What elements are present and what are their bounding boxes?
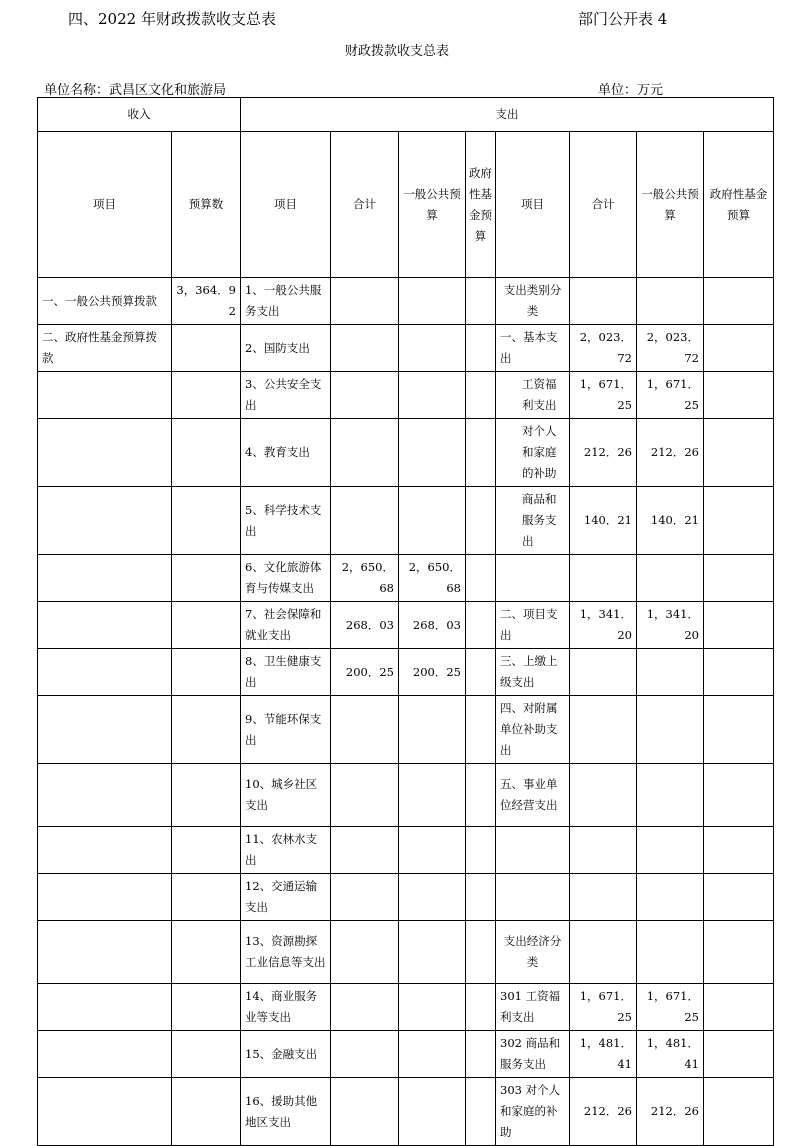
- unit-label: 单位：万元: [598, 83, 664, 98]
- cell-class-total: [570, 696, 637, 764]
- document-title: 财政拨款收支总表: [344, 44, 449, 59]
- cell-expense-gov-fund: [466, 696, 496, 764]
- cell-expense-item: 3、公共安全支出: [241, 372, 331, 419]
- cell-class-total: 212．26: [570, 419, 637, 487]
- cell-class-item: 商品和服务支出: [496, 487, 570, 555]
- cell-expense-total: 268．03: [331, 602, 399, 649]
- cell-expense-total: [331, 764, 399, 827]
- cell-income-budget: [172, 764, 241, 827]
- cell-class-gov-fund: [704, 325, 774, 372]
- table-row: [38, 419, 774, 487]
- cell-income-item: [38, 487, 172, 555]
- budget-table: [37, 97, 774, 1146]
- cell-expense-gov-fund: [466, 1031, 496, 1078]
- cell-class-gov-fund: [704, 487, 774, 555]
- table-row: [38, 874, 774, 921]
- cell-income-budget: [172, 372, 241, 419]
- cell-class-item: 二、项目支出: [496, 602, 570, 649]
- cell-class-total: [570, 555, 637, 602]
- cell-expense-total: [331, 1031, 399, 1078]
- cell-income-item: [38, 419, 172, 487]
- cell-income-budget: [172, 487, 241, 555]
- cell-class-gov-fund: [704, 874, 774, 921]
- table-row: [38, 921, 774, 984]
- cell-income-item: [38, 921, 172, 984]
- cell-income-budget: [172, 649, 241, 696]
- table-row: [38, 325, 774, 372]
- cell-expense-item: 15、金融支出: [241, 1031, 331, 1078]
- cell-expense-item: 1、一般公共服务支出: [241, 278, 331, 325]
- cell-class-gov-fund: [704, 921, 774, 984]
- cell-class-general: [637, 649, 704, 696]
- cell-class-gov-fund: [704, 602, 774, 649]
- cell-expense-item: 7、社会保障和就业支出: [241, 602, 331, 649]
- cell-expense-gov-fund: [466, 649, 496, 696]
- table-row: [38, 1031, 774, 1078]
- cell-class-general: 212．26: [637, 419, 704, 487]
- cell-expense-gov-fund: [466, 419, 496, 487]
- unit-name: 单位名称：武昌区文化和旅游局: [44, 83, 227, 98]
- table-row: [38, 764, 774, 827]
- cell-class-total: 1，341．20: [570, 602, 637, 649]
- cell-expense-gov-fund: [466, 874, 496, 921]
- cell-class-gov-fund: [704, 278, 774, 325]
- cell-expense-general: 268．03: [399, 602, 466, 649]
- cell-expense-general: [399, 487, 466, 555]
- header-right-title: 部门公开表 4: [578, 10, 668, 28]
- cell-expense-total: [331, 696, 399, 764]
- cell-income-item: 一、一般公共预算拨款: [38, 278, 172, 325]
- table-row: [38, 555, 774, 602]
- cell-expense-item: 13、资源勘探工业信息等支出: [241, 921, 331, 984]
- cell-income-budget: [172, 555, 241, 602]
- cell-income-item: [38, 1078, 172, 1146]
- col-header-total: 合计: [331, 132, 399, 278]
- cell-class-total: 1，481．41: [570, 1031, 637, 1078]
- cell-expense-total: [331, 921, 399, 984]
- cell-class-general: [637, 278, 704, 325]
- cell-class-gov-fund: [704, 696, 774, 764]
- col-header-budget: 预算数: [172, 132, 241, 278]
- cell-income-budget: [172, 1031, 241, 1078]
- cell-income-item: 二、政府性基金预算拨款: [38, 325, 172, 372]
- cell-expense-general: [399, 1078, 466, 1146]
- cell-class-general: 2，023．72: [637, 325, 704, 372]
- cell-expense-general: [399, 278, 466, 325]
- cell-class-gov-fund: [704, 419, 774, 487]
- cell-income-budget: [172, 419, 241, 487]
- cell-income-item: [38, 1031, 172, 1078]
- cell-expense-item: 12、交通运输支出: [241, 874, 331, 921]
- cell-class-item: 一、基本支出: [496, 325, 570, 372]
- cell-expense-total: [331, 419, 399, 487]
- table-row: [38, 696, 774, 764]
- cell-income-item: [38, 602, 172, 649]
- cell-expense-item: 6、文化旅游体育与传媒支出: [241, 555, 331, 602]
- table-row: [38, 602, 774, 649]
- cell-class-item: 支出类别分类: [496, 278, 570, 325]
- cell-expense-general: 2，650．68: [399, 555, 466, 602]
- expense-header: 支出: [241, 98, 774, 132]
- cell-income-item: [38, 984, 172, 1031]
- cell-class-item: 301 工资福利支出: [496, 984, 570, 1031]
- cell-expense-general: [399, 921, 466, 984]
- cell-class-total: [570, 921, 637, 984]
- table-row: [38, 372, 774, 419]
- col-header-expense-item: 项目: [241, 132, 331, 278]
- col-header-class-general: 一般公共预算: [637, 132, 704, 278]
- cell-expense-gov-fund: [466, 764, 496, 827]
- cell-class-total: 1，671．25: [570, 372, 637, 419]
- table-row: [38, 649, 774, 696]
- cell-class-general: 1，481．41: [637, 1031, 704, 1078]
- cell-expense-total: [331, 325, 399, 372]
- cell-income-item: [38, 649, 172, 696]
- col-header-class-total: 合计: [570, 132, 637, 278]
- cell-income-budget: [172, 984, 241, 1031]
- cell-class-item: 支出经济分类: [496, 921, 570, 984]
- cell-income-budget: [172, 921, 241, 984]
- col-header-class-item: 项目: [496, 132, 570, 278]
- cell-expense-gov-fund: [466, 487, 496, 555]
- cell-expense-total: [331, 1078, 399, 1146]
- cell-class-gov-fund: [704, 372, 774, 419]
- cell-income-budget: [172, 874, 241, 921]
- cell-expense-total: [331, 278, 399, 325]
- cell-expense-total: [331, 827, 399, 874]
- cell-income-budget: 3，364．92: [172, 278, 241, 325]
- cell-expense-total: [331, 874, 399, 921]
- cell-class-total: [570, 764, 637, 827]
- cell-expense-total: [331, 984, 399, 1031]
- cell-expense-item: 9、节能环保支出: [241, 696, 331, 764]
- cell-class-general: 212．26: [637, 1078, 704, 1146]
- cell-class-general: [637, 696, 704, 764]
- cell-expense-gov-fund: [466, 602, 496, 649]
- cell-class-item: 工资福利支出: [496, 372, 570, 419]
- cell-income-budget: [172, 602, 241, 649]
- cell-expense-general: [399, 984, 466, 1031]
- cell-expense-item: 14、商业服务业等支出: [241, 984, 331, 1031]
- cell-expense-gov-fund: [466, 325, 496, 372]
- cell-class-gov-fund: [704, 984, 774, 1031]
- col-header-class-gov-fund: 政府性基金预算: [704, 132, 774, 278]
- cell-class-gov-fund: [704, 1031, 774, 1078]
- table-row: [38, 278, 774, 325]
- cell-income-budget: [172, 696, 241, 764]
- cell-class-general: 140．21: [637, 487, 704, 555]
- cell-income-item: [38, 696, 172, 764]
- cell-class-total: [570, 278, 637, 325]
- cell-class-total: [570, 649, 637, 696]
- cell-income-budget: [172, 1078, 241, 1146]
- cell-class-total: 212．26: [570, 1078, 637, 1146]
- cell-class-item: 303 对个人和家庭的补助: [496, 1078, 570, 1146]
- col-header-general: 一般公共预算: [399, 132, 466, 278]
- table-row: [38, 487, 774, 555]
- cell-expense-item: 2、国防支出: [241, 325, 331, 372]
- cell-class-general: [637, 874, 704, 921]
- cell-class-total: [570, 874, 637, 921]
- cell-income-item: [38, 827, 172, 874]
- cell-class-item: 三、上缴上级支出: [496, 649, 570, 696]
- cell-class-item: [496, 874, 570, 921]
- cell-expense-general: [399, 419, 466, 487]
- cell-expense-gov-fund: [466, 372, 496, 419]
- cell-expense-gov-fund: [466, 555, 496, 602]
- cell-income-item: [38, 764, 172, 827]
- income-header: 收入: [38, 98, 241, 132]
- cell-income-item: [38, 555, 172, 602]
- cell-class-gov-fund: [704, 1078, 774, 1146]
- cell-expense-gov-fund: [466, 278, 496, 325]
- cell-expense-item: 8、卫生健康支出: [241, 649, 331, 696]
- cell-expense-general: [399, 325, 466, 372]
- cell-class-general: [637, 764, 704, 827]
- cell-expense-gov-fund: [466, 827, 496, 874]
- cell-expense-total: 2，650．68: [331, 555, 399, 602]
- cell-expense-item: 11、农林水支出: [241, 827, 331, 874]
- table-row: [38, 827, 774, 874]
- cell-expense-total: [331, 487, 399, 555]
- cell-class-item: 对个人和家庭的补助: [496, 419, 570, 487]
- cell-class-general: [637, 827, 704, 874]
- cell-expense-general: [399, 696, 466, 764]
- cell-class-item: 302 商品和服务支出: [496, 1031, 570, 1078]
- cell-expense-general: [399, 1031, 466, 1078]
- cell-expense-item: 16、援助其他地区支出: [241, 1078, 331, 1146]
- cell-class-total: 1，671．25: [570, 984, 637, 1031]
- cell-class-general: [637, 555, 704, 602]
- cell-class-general: [637, 921, 704, 984]
- section-header-row: [38, 98, 774, 132]
- cell-expense-general: [399, 874, 466, 921]
- cell-expense-general: [399, 764, 466, 827]
- cell-expense-total: 200．25: [331, 649, 399, 696]
- column-header-row: [38, 132, 774, 278]
- cell-expense-item: 4、教育支出: [241, 419, 331, 487]
- cell-class-total: [570, 827, 637, 874]
- cell-class-item: 五、事业单位经营支出: [496, 764, 570, 827]
- cell-income-item: [38, 874, 172, 921]
- cell-class-general: 1，341．20: [637, 602, 704, 649]
- cell-class-item: 四、对附属单位补助支出: [496, 696, 570, 764]
- cell-expense-item: 5、科学技术支出: [241, 487, 331, 555]
- table-row: [38, 1078, 774, 1146]
- header-left-title: 四、2022 年财政拨款收支总表: [68, 10, 276, 28]
- col-header-income-item: 项目: [38, 132, 172, 278]
- cell-income-budget: [172, 827, 241, 874]
- cell-expense-item: 10、城乡社区支出: [241, 764, 331, 827]
- cell-class-gov-fund: [704, 764, 774, 827]
- col-header-gov-fund: 政府性基金预算: [466, 132, 496, 278]
- cell-expense-general: [399, 372, 466, 419]
- cell-class-total: 2，023．72: [570, 325, 637, 372]
- table-row: [38, 984, 774, 1031]
- cell-class-general: 1，671．25: [637, 372, 704, 419]
- cell-expense-gov-fund: [466, 1078, 496, 1146]
- cell-class-total: 140．21: [570, 487, 637, 555]
- cell-class-gov-fund: [704, 555, 774, 602]
- cell-income-item: [38, 372, 172, 419]
- cell-class-gov-fund: [704, 827, 774, 874]
- cell-class-item: [496, 827, 570, 874]
- cell-income-budget: [172, 325, 241, 372]
- cell-expense-general: 200．25: [399, 649, 466, 696]
- cell-class-item: [496, 555, 570, 602]
- cell-expense-gov-fund: [466, 921, 496, 984]
- cell-class-general: 1，671．25: [637, 984, 704, 1031]
- cell-expense-general: [399, 827, 466, 874]
- cell-expense-gov-fund: [466, 984, 496, 1031]
- cell-class-gov-fund: [704, 649, 774, 696]
- cell-expense-total: [331, 372, 399, 419]
